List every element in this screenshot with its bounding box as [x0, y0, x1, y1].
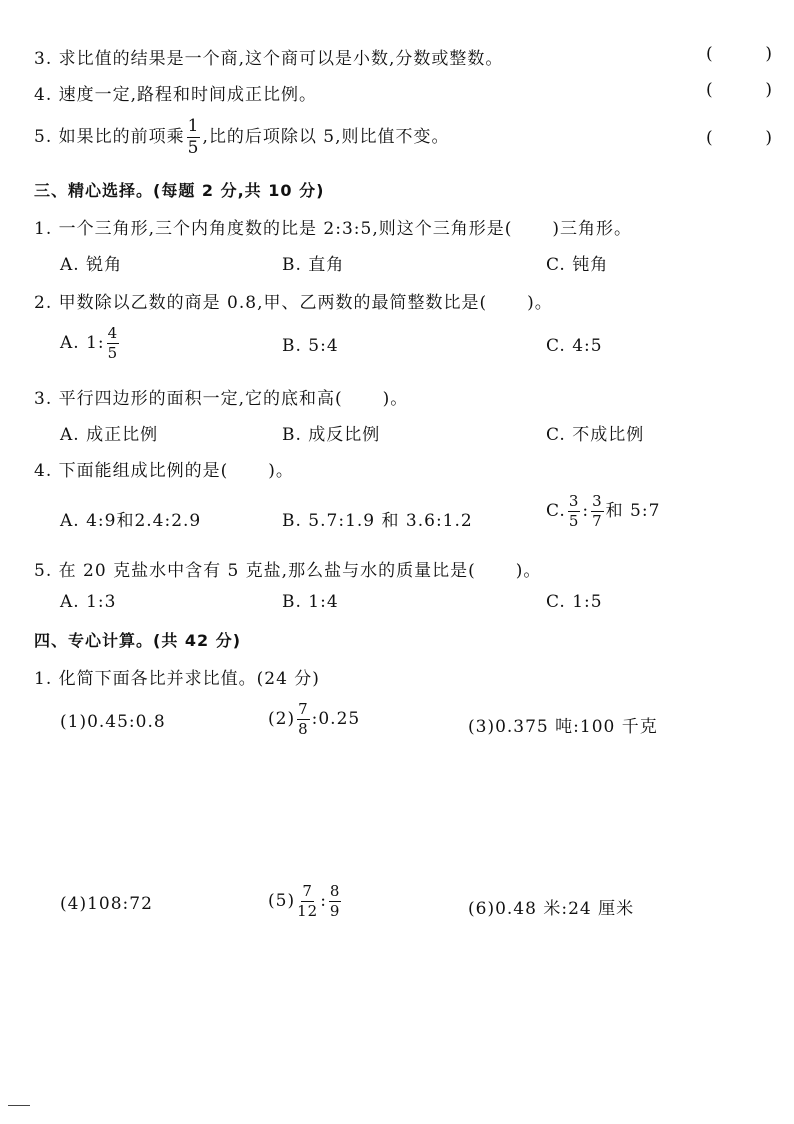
problem-2-tail: :0.25 [311, 709, 361, 729]
judge-item-5 [34, 118, 449, 157]
paren-open: ( [706, 44, 713, 64]
fraction-numerator: 4 [107, 324, 119, 342]
section3-heading: 三、精心选择。(每题 2 分,共 10 分) [34, 181, 325, 200]
fraction-numerator: 7 [298, 700, 309, 718]
choice-q2-pre: 2. 甲数除以乙数的商是 0.8,甲、乙两数的最简整数比是( [34, 293, 488, 313]
choice-q3-pre: 3. 平行四边形的面积一定,它的底和高( [34, 389, 343, 409]
judge-answer-3[interactable] [706, 44, 772, 64]
choice-q5 [34, 556, 541, 581]
fraction [107, 326, 120, 361]
choice-q3-option-b[interactable]: B. 成反比例 [282, 425, 381, 445]
section4-heading: 四、专心计算。(共 42 分) [34, 631, 242, 650]
choice-q5-option-c[interactable]: C. 1:5 [546, 592, 603, 612]
problem-2-label: (2) [268, 709, 296, 729]
choice-q5-pre: 5. 在 20 克盐水中含有 5 克盐,那么盐与水的质量比是( [34, 561, 476, 581]
choice-q3-option-a[interactable]: A. 成正比例 [60, 425, 159, 445]
choice-q4-option-c[interactable] [546, 494, 660, 529]
choice-q4-post: )。 [268, 461, 294, 481]
choice-q2-post: )。 [527, 293, 553, 313]
fraction-numerator: 1 [187, 116, 200, 136]
fraction-numerator: 3 [568, 492, 580, 510]
paren-close: ) [765, 80, 772, 100]
fraction [187, 118, 201, 157]
calc-problem-4: (4)108:72 [60, 894, 153, 914]
calc-problem-5 [268, 884, 343, 919]
fraction [568, 494, 581, 529]
judge-item-3 [34, 44, 503, 69]
choice-q5-post: )。 [515, 561, 542, 581]
calc-problem-2 [268, 702, 360, 737]
judge-item-5-pre: 5. 如果比的前项乘 [34, 127, 185, 147]
fraction-denominator: 5 [107, 344, 119, 362]
fraction [297, 702, 310, 737]
choice-q2-option-a[interactable] [60, 326, 121, 361]
choice-q3-option-c[interactable]: C. 不成比例 [546, 425, 645, 445]
paren-close: ) [765, 128, 772, 148]
choice-q1-option-b[interactable]: B. 直角 [282, 255, 345, 275]
choice-q4-pre: 4. 下面能组成比例的是( [34, 461, 229, 481]
fraction-denominator: 5 [187, 138, 200, 158]
option-c-label: C. [546, 501, 566, 521]
fraction [591, 494, 604, 529]
judge-answer-4[interactable] [706, 80, 772, 100]
choice-q5-option-a[interactable]: A. 1:3 [60, 592, 117, 612]
choice-q1-option-a[interactable]: A. 锐角 [60, 255, 123, 275]
choice-q1-pre: 1. 一个三角形,三个内角度数的比是 2:3:5,则这个三角形是( [34, 219, 513, 239]
fraction [297, 884, 318, 919]
choice-q2-option-c[interactable]: C. 4:5 [546, 336, 603, 356]
fraction-denominator: 5 [568, 512, 580, 530]
judge-item-5-post: ,比的后项除以 5,则比值不变。 [202, 127, 450, 147]
choice-q2-option-b[interactable]: B. 5:4 [282, 336, 339, 356]
ratio-colon: : [320, 891, 327, 911]
judge-answer-5[interactable] [706, 128, 772, 148]
judge-item-4-text: 4. 速度一定,路程和时间成正比例。 [34, 85, 318, 105]
ratio-colon: : [582, 501, 590, 521]
problem-5-label: (5) [268, 891, 296, 911]
fraction-denominator: 7 [592, 512, 603, 530]
judge-item-4 [34, 80, 317, 105]
choice-q1 [34, 214, 632, 239]
choice-q4-option-b[interactable]: B. 5.7:1.9 和 3.6:1.2 [282, 511, 473, 531]
judge-item-3-text: 3. 求比值的结果是一个商,这个商可以是小数,分数或整数。 [34, 49, 504, 69]
choice-q5-option-b[interactable]: B. 1:4 [282, 592, 339, 612]
paren-open: ( [706, 128, 713, 148]
fraction-numerator: 8 [329, 882, 341, 900]
fraction [329, 884, 342, 919]
fraction-denominator: 9 [329, 902, 341, 920]
fraction-numerator: 7 [302, 882, 313, 900]
calc-problem-6: (6)0.48 米:24 厘米 [468, 899, 635, 919]
choice-q1-option-c[interactable]: C. 钝角 [546, 255, 609, 275]
calc-problem-3: (3)0.375 吨:100 千克 [468, 717, 658, 737]
fraction-denominator: 12 [297, 902, 319, 920]
calc-problem-1: (1)0.45:0.8 [60, 712, 166, 732]
option-c-tail: 和 5:7 [605, 501, 661, 521]
fraction-denominator: 8 [298, 720, 309, 738]
page-corner-mark [8, 1105, 30, 1106]
choice-q1-post: )三角形。 [552, 219, 633, 239]
choice-q4 [34, 456, 294, 481]
choice-q2 [34, 288, 553, 313]
option-a-label: A. 1: [60, 333, 105, 353]
choice-q3 [34, 384, 408, 409]
choice-q4-option-a[interactable]: A. 4:9和2.4:2.9 [60, 511, 202, 531]
paren-open: ( [706, 80, 713, 100]
calc-q1: 1. 化简下面各比并求比值。(24 分) [34, 669, 320, 689]
paren-close: ) [765, 44, 772, 64]
fraction-numerator: 3 [592, 492, 603, 510]
choice-q3-post: )。 [382, 389, 409, 409]
